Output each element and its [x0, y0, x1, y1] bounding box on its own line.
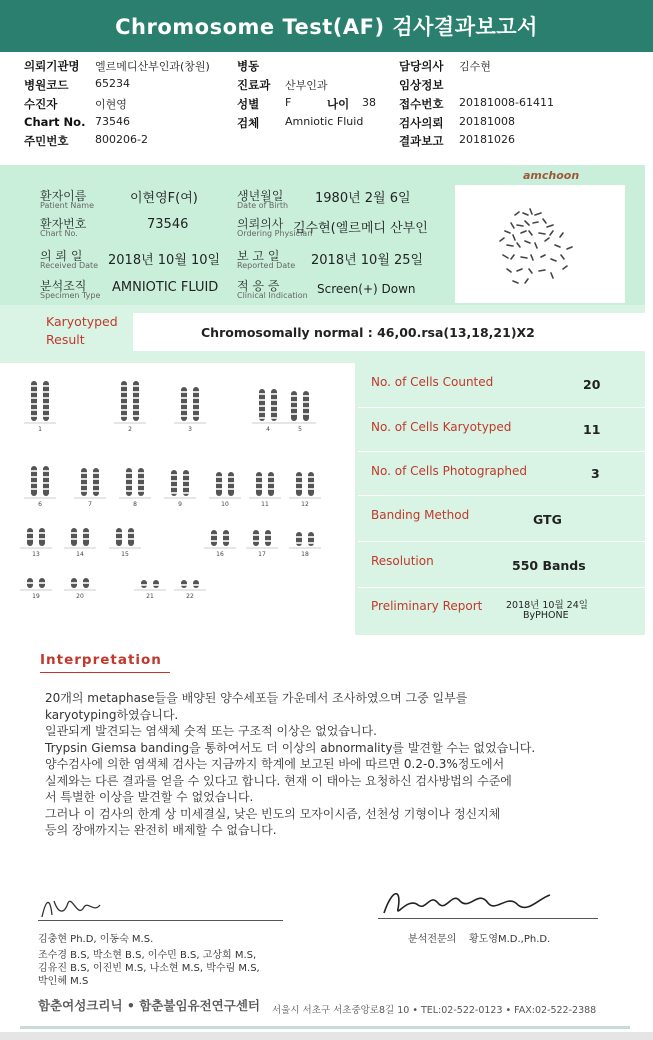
interpretation-line: 등의 장애까지는 완전히 배제할 수 없습니다. [45, 823, 277, 837]
chromosome-band [183, 486, 189, 488]
chromosome-band [228, 476, 234, 478]
chromosome-band [121, 385, 127, 387]
specimen-type-label: 분석조직 [40, 279, 87, 293]
dob-label: 생년월일 [237, 189, 284, 203]
chromosome-band [181, 409, 187, 411]
chromosome-number: 18 [301, 551, 309, 558]
chromosome-band [83, 532, 89, 534]
chromosome-band [31, 385, 37, 387]
chromosome-band [43, 385, 49, 387]
chromosome-band [296, 488, 302, 490]
chromosome-band [223, 540, 229, 542]
patient-name-value: 이현영F(여) [130, 191, 198, 206]
chromosome-band [71, 538, 77, 540]
chromosome [27, 528, 33, 546]
chromosome-band [216, 488, 222, 490]
chromosome-band [133, 391, 139, 393]
chromosome-band [193, 397, 199, 399]
chromosome [71, 528, 77, 546]
chromosome-band [121, 397, 127, 399]
chromosome-band [253, 534, 259, 536]
chromosome-band [268, 482, 274, 484]
chromosome-band [27, 538, 33, 540]
stat-value: 2018년 10월 24일 [506, 600, 588, 611]
chromosome-band [81, 472, 87, 474]
patient-name-sub: Patient Name [40, 201, 94, 210]
chromosome-band [256, 482, 262, 484]
chromosome-band [256, 488, 262, 490]
chromosome-band [171, 474, 177, 476]
stat-label: No. of Cells Photographed [371, 464, 527, 478]
chromosome-band [71, 532, 77, 534]
chromosome-number: 10 [221, 501, 229, 508]
chromosome-band [27, 532, 33, 534]
chromosome-band [296, 536, 302, 538]
chromosome [211, 530, 217, 546]
chromosome-band [83, 582, 89, 584]
patient-no-label: 환자번호 [40, 217, 87, 231]
chromosome-band [43, 403, 49, 405]
reported-label: 보 고 일 [237, 249, 280, 263]
reported-sub: Reported Date [237, 261, 296, 270]
code-label: 병원코드 [24, 78, 69, 92]
reported-value: 2018년 10월 25일 [311, 253, 424, 268]
stat-row [358, 363, 645, 408]
chromosome-band [171, 486, 177, 488]
stat-label: No. of Cells Karyotyped [371, 420, 512, 434]
chromosome-band [253, 540, 259, 542]
request-date-label: 검사의뢰 [399, 116, 444, 130]
chromosome-band [126, 478, 132, 480]
chromosome-band [271, 417, 277, 419]
bottom-strip [0, 1032, 653, 1040]
chromosome-band [126, 490, 132, 492]
chromosome-band [138, 472, 144, 474]
received-value: 2018년 10월 10일 [108, 253, 221, 268]
chromosome-number: 8 [133, 501, 137, 508]
received-label: 의 뢰 일 [40, 249, 83, 263]
chromosome-band [265, 534, 271, 536]
staff-names-3: 김유진 B.S, 이진빈 M.S, 나소현 M.S, 박수림 M.S, [38, 963, 260, 974]
chromosome-number: 1 [38, 426, 42, 433]
id-value: 800206-2 [95, 133, 148, 146]
chromosome-band [181, 397, 187, 399]
chromosome-band [43, 482, 49, 484]
indication-value: Screen(+) Down [317, 282, 416, 296]
age-label: 나이 [327, 97, 350, 111]
chromosome-band [141, 584, 147, 586]
dob-sub: Date of Birth [237, 201, 289, 210]
chromosome-band [93, 472, 99, 474]
chart-label: Chart No. [24, 115, 86, 129]
chromosome-band [308, 542, 314, 544]
chromosome-band [128, 538, 134, 540]
chart-value: 73546 [95, 115, 130, 128]
doctor-label: 담당의사 [399, 59, 444, 73]
karyotyped-result-label [46, 313, 118, 349]
chromosome-band [259, 405, 265, 407]
request-header [0, 56, 653, 160]
interpretation-line: 서 특별한 이상을 발견할 수 없었습니다. [45, 790, 254, 804]
patient-info-panel [0, 165, 645, 305]
left-signature-line [38, 920, 283, 921]
chromosome-band [121, 403, 127, 405]
specimen-type-sub: Specimen Type [40, 291, 101, 300]
chromosome-band [31, 397, 37, 399]
stat-row [358, 407, 645, 452]
karyotype-result-box [133, 313, 645, 351]
chromosome-band [193, 584, 199, 586]
pathologist-name: 분석전문의 황도영M.D.,Ph.D. [408, 934, 551, 945]
chromosome [39, 528, 45, 546]
chromosome-band [291, 401, 297, 403]
chromosome-number: 13 [32, 551, 40, 558]
chromosome-number: 16 [216, 551, 224, 558]
chromosome-band [43, 470, 49, 472]
chromosome-number: 14 [76, 551, 84, 558]
physician-value: 김수현(엘르메디 산부인 [293, 221, 428, 236]
clinical-label: 임상정보 [399, 78, 444, 92]
ward-label: 병동 [237, 59, 260, 73]
specimen-value: Amniotic Fluid [285, 115, 364, 128]
chromosome-band [265, 540, 271, 542]
chromosome-band [133, 409, 139, 411]
report-date-label: 결과보고 [399, 134, 444, 148]
chromosome-number: 9 [178, 501, 182, 508]
chromosome-band [43, 391, 49, 393]
chromosome-band [271, 399, 277, 401]
chromosome-band [296, 476, 302, 478]
stat-row [358, 451, 645, 496]
chromosome-band [43, 409, 49, 411]
chromosome-number: 17 [258, 551, 266, 558]
chromosome-number: 12 [301, 501, 309, 508]
received-sub: Received Date [40, 261, 99, 270]
chromosome-band [271, 411, 277, 413]
dept-value: 산부인과 [285, 79, 328, 92]
chromosome-band [43, 415, 49, 417]
chromosome-band [39, 582, 45, 584]
chromosome-band [216, 476, 222, 478]
chromosome-band [268, 488, 274, 490]
chromosome-band [181, 415, 187, 417]
stat-label: Resolution [371, 554, 434, 568]
chromosome-band [121, 391, 127, 393]
chromosome-band [133, 397, 139, 399]
chromosome-band [211, 534, 217, 536]
chromosome-band [138, 484, 144, 486]
chromosome [253, 530, 259, 546]
chromosome-band [93, 484, 99, 486]
chromosome-band [128, 532, 134, 534]
physician-label: 의뢰의사 [237, 217, 284, 231]
footer-rule [20, 1026, 630, 1029]
code-value: 65234 [95, 77, 130, 90]
chromosome-band [291, 407, 297, 409]
chromosome-band [93, 490, 99, 492]
chromosome-band [193, 409, 199, 411]
id-label: 주민번호 [24, 134, 69, 148]
chromosome-band [308, 476, 314, 478]
metaphase-image [455, 185, 625, 303]
chromosome-band [39, 538, 45, 540]
chromosome-band [31, 409, 37, 411]
chromosome-band [308, 536, 314, 538]
chromosome-number: 20 [76, 593, 84, 600]
chromosome [83, 528, 89, 546]
interpretation-line: 일관되게 발견되는 염색체 숫적 또는 구조적 이상은 없었습니다. [45, 724, 377, 738]
chromosome-band [153, 584, 159, 586]
chromosome-band [116, 532, 122, 534]
karyotyped-label-line2: Result [46, 332, 85, 347]
chromosome-band [183, 480, 189, 482]
chromosome-band [31, 391, 37, 393]
patient-name-label: 환자이름 [40, 189, 87, 203]
chromosome [223, 530, 229, 546]
chromosome-band [81, 490, 87, 492]
chromosome-band [181, 584, 187, 586]
chromosome-band [303, 413, 309, 415]
left-signature [38, 893, 118, 927]
chromosome-band [228, 488, 234, 490]
chromosome-number: 3 [188, 426, 192, 433]
chromosome-band [259, 399, 265, 401]
chromosome-band [133, 403, 139, 405]
chromosome-band [271, 393, 277, 395]
chromosome-number: 15 [121, 551, 129, 558]
chromosome-band [31, 476, 37, 478]
chromosome-band [223, 534, 229, 536]
interpretation-line: 그러나 이 검사의 한계 상 미세결실, 낮은 빈도의 모자이시즘, 선천성 기형이나 정신지체 [45, 806, 501, 821]
chromosome-band [181, 391, 187, 393]
chromosome-number: 21 [146, 593, 154, 600]
chromosome-band [303, 407, 309, 409]
right-signature [378, 883, 558, 927]
sex-value: F [285, 96, 292, 109]
karyogram-image [0, 363, 355, 635]
chromosome-band [31, 488, 37, 490]
chromosome-number: 6 [38, 501, 42, 508]
chromosome-number: 19 [32, 593, 40, 600]
chromosome-band [81, 484, 87, 486]
chromosome-band [138, 490, 144, 492]
stat-value: 20 [583, 377, 601, 392]
stat-value: GTG [533, 512, 562, 527]
stat-row [358, 541, 645, 588]
chromosome-band [308, 488, 314, 490]
interpretation-line: Trypsin Giemsa banding을 통하여서도 더 이상의 abnormality를 발견할 수는 없었습니다. [45, 740, 536, 755]
staff-names-1: 김충현 Ph.D, 이동숙 M.S. [38, 934, 154, 945]
chromosome-band [116, 538, 122, 540]
stat-value-note: ByPHONE [523, 610, 569, 621]
interpretation-line: 실제와는 다른 결과를 얻을 수 있다고 합니다. 현재 이 태아는 요청하신 검사방법의 수준에 [45, 773, 512, 788]
chromosome-band [296, 482, 302, 484]
chromosome-band [31, 470, 37, 472]
chromosome-number: 22 [186, 593, 194, 600]
request-date-value: 20181008 [459, 115, 515, 128]
chromosome-band [256, 476, 262, 478]
scanned-report [0, 165, 645, 635]
cell-statistics [358, 363, 645, 635]
chromosome-band [43, 476, 49, 478]
chromosome-band [31, 482, 37, 484]
stat-row [358, 587, 645, 635]
report-date-value: 20181026 [459, 133, 515, 146]
chromosome-band [93, 478, 99, 480]
chromosome-band [43, 488, 49, 490]
staff-names-2: 조수경 B.S, 박소현 B.S, 이수민 B.S, 고상희 M.S, [38, 950, 257, 961]
interpretation-rule [40, 672, 170, 673]
indication-label: 적 응 증 [237, 279, 280, 293]
chromosome-band [291, 395, 297, 397]
chromosome-band [291, 413, 297, 415]
stat-value: 3 [591, 466, 600, 481]
age-value: 38 [362, 96, 376, 109]
chromosome-number: 7 [88, 501, 92, 508]
stat-label: Preliminary Report [371, 599, 483, 613]
receiver-label: 수진자 [24, 97, 58, 111]
interpretation-line: karyotyping하였습니다. [45, 707, 179, 722]
specimen-label: 검체 [237, 116, 260, 130]
chromosome-band [259, 393, 265, 395]
chromosome-band [259, 411, 265, 413]
stat-value: 550 Bands [512, 558, 586, 573]
center-address: 서울시 서초구 서초중앙로8길 10 • TEL:02-522-0123 • FAX:02-522-2388 [272, 1005, 597, 1016]
chromosome-band [193, 415, 199, 417]
chromosome-band [303, 395, 309, 397]
chromosome-band [31, 403, 37, 405]
stat-label: No. of Cells Counted [371, 375, 494, 389]
sex-label: 성별 [237, 97, 260, 111]
dept-label: 진료과 [237, 78, 271, 92]
indication-sub: Clinical Indication [237, 291, 308, 300]
karyotype-result: Chromosomally normal : 46,00.rsa(13,18,21)X2 [201, 325, 535, 340]
chromosome-band [83, 538, 89, 540]
chromosome [265, 530, 271, 546]
patient-no-value: 73546 [147, 217, 189, 232]
chromosome-band [31, 415, 37, 417]
receipt-no-value: 20181008-61411 [459, 96, 554, 109]
hospital-label: 의뢰기관명 [24, 59, 80, 73]
interpretation-line: 20개의 metaphase들을 배양된 양수세포들 가운데서 조사하였으며 그중 일부를 [45, 691, 468, 705]
interpretation-title: Interpretation [40, 652, 162, 668]
chromosome-band [171, 480, 177, 482]
chromosome-band [193, 391, 199, 393]
chromosome-band [43, 397, 49, 399]
hospital-value: 엘르메디산부인과(창원) [95, 60, 210, 73]
chromosome [128, 528, 134, 546]
physician-sub: Ordering Physician [237, 229, 313, 238]
chromosome-band [211, 540, 217, 542]
chromosome-band [308, 482, 314, 484]
chromosome-band [268, 476, 274, 478]
chromosome-band [121, 409, 127, 411]
chromosome-number: 5 [298, 426, 302, 433]
patient-no-sub: Chart No. [40, 229, 78, 238]
center-logo: amchoon [523, 169, 580, 182]
staff-names-4: 박인혜 M.S [38, 976, 89, 987]
chromosome-band [171, 492, 177, 494]
chromosome-band [27, 582, 33, 584]
chromosome-number: 2 [128, 426, 132, 433]
chromosome-band [81, 478, 87, 480]
chromosome-band [303, 401, 309, 403]
chromosome-band [133, 415, 139, 417]
chromosome-number: 4 [266, 426, 270, 433]
dob-value: 1980년 2월 6일 [315, 191, 411, 206]
chromosome-band [133, 385, 139, 387]
chromosome-band [126, 484, 132, 486]
chromosome-band [138, 478, 144, 480]
center-name: 함춘여성크리닉 • 함춘불임유전연구센터 [38, 998, 260, 1013]
chromosome [116, 528, 122, 546]
chromosome-band [216, 482, 222, 484]
chromosome-band [259, 417, 265, 419]
stat-row [358, 495, 645, 542]
chromosome-band [228, 482, 234, 484]
chromosome-band [126, 472, 132, 474]
chromosome-band [193, 403, 199, 405]
interpretation-text [45, 690, 615, 839]
chromosome-band [121, 415, 127, 417]
stat-value: 11 [583, 422, 601, 437]
doctor-value: 김수현 [459, 60, 491, 73]
specimen-type-value: AMNIOTIC FLUID [112, 280, 219, 295]
chromosome-band [271, 405, 277, 407]
chromosome-band [183, 474, 189, 476]
receiver-value: 이현영 [95, 98, 127, 111]
right-signature-line [378, 918, 598, 919]
report-title: Chromosome Test(AF) 검사결과보고서 [0, 0, 653, 52]
chromosome-band [181, 403, 187, 405]
chromosome-band [183, 492, 189, 494]
interpretation-line: 양수검사에 의한 염색체 검사는 지금까지 학계에 보고된 바에 따르면 0.2-0.3%정도에서 [45, 757, 505, 771]
stat-label: Banding Method [371, 508, 470, 522]
footer [0, 990, 653, 1030]
chromosome-number: 11 [261, 501, 269, 508]
chromosome-band [296, 542, 302, 544]
chromosome-band [39, 532, 45, 534]
receipt-no-label: 접수번호 [399, 97, 444, 111]
karyotyped-label-line1: Karyotyped [46, 314, 118, 329]
chromosome-band [71, 582, 77, 584]
